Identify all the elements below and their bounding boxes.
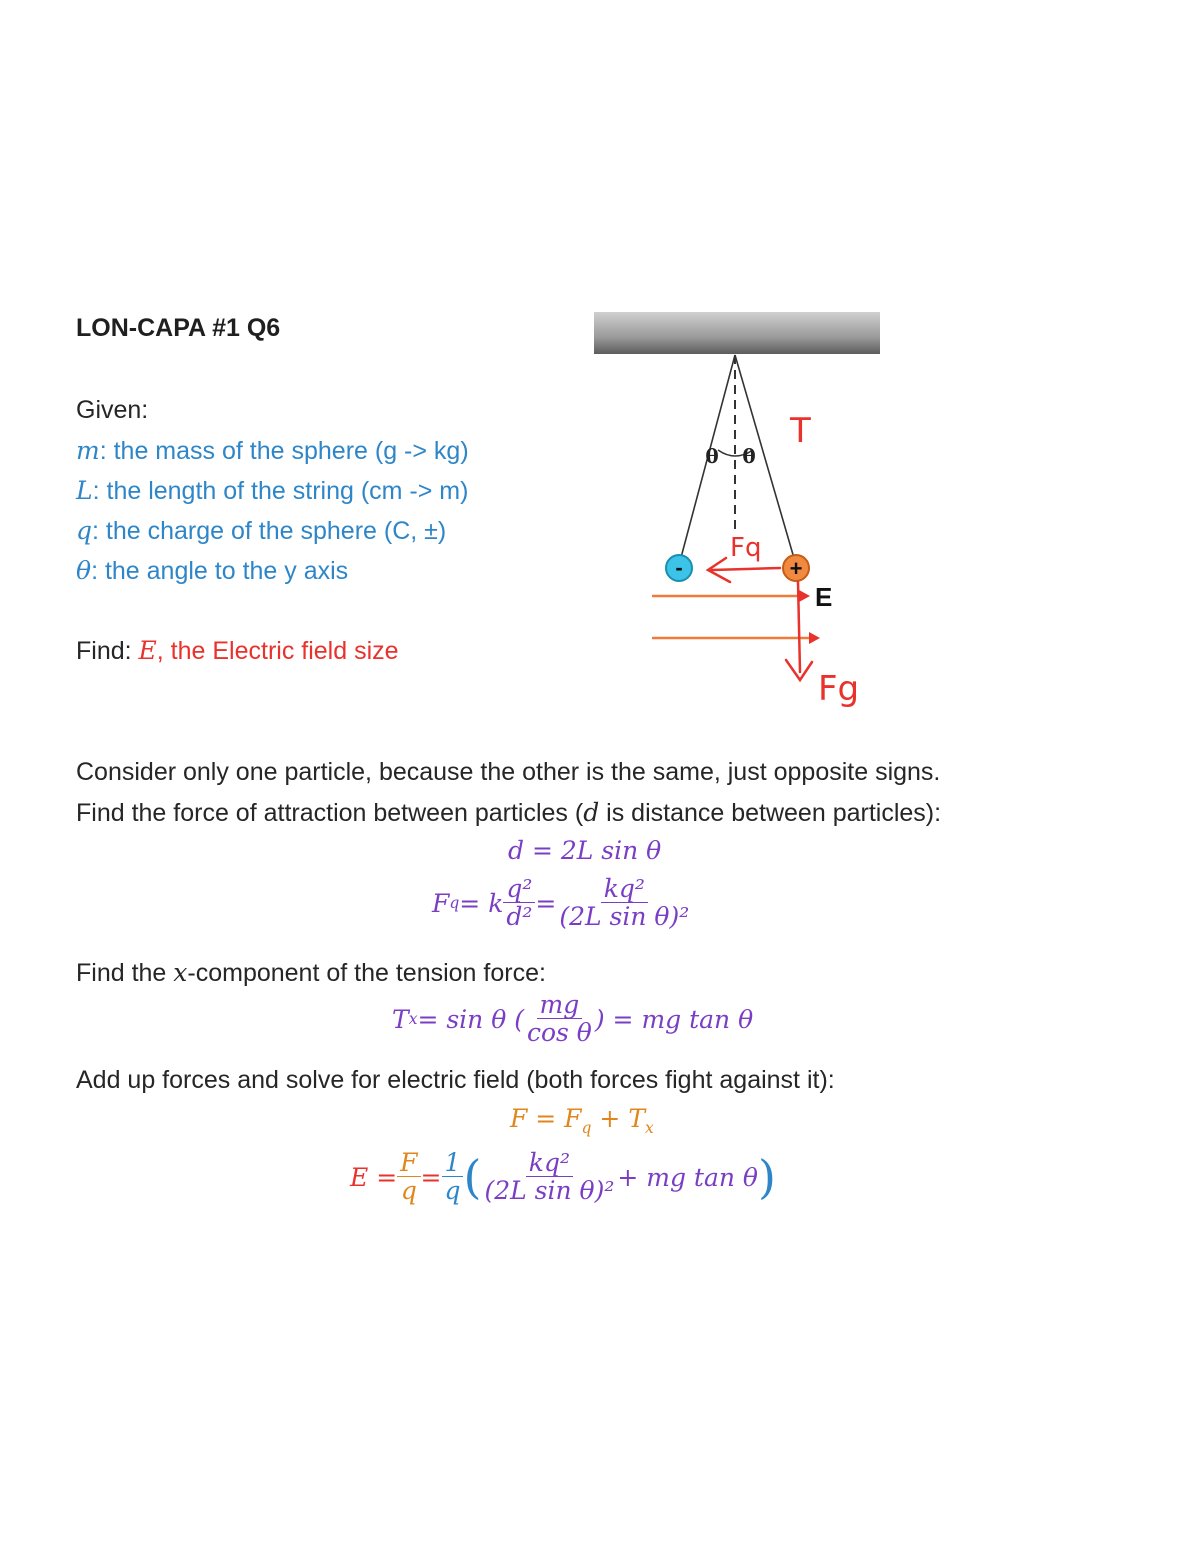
given-item-length: L: the length of the string (cm -> m)	[76, 476, 469, 505]
equation-tension-x: T x = sin θ ( $\frac{mg}{\text{cos θ}}$ ) = mg tan θ	[392, 990, 754, 1048]
explanation-line-4: Add up forces and solve for electric field (both forces fight against it):	[76, 1066, 835, 1094]
equation-distance: d = 2L sin θ	[508, 836, 662, 865]
given-item-angle: θ: the angle to the y axis	[76, 556, 349, 585]
fg-label: Fg	[818, 669, 860, 709]
pendulum-diagram	[590, 300, 930, 740]
equation-net-force: $F = F_q + T_x$	[510, 1104, 654, 1137]
negative-sign: -	[675, 555, 683, 580]
given-item-mass: m: the mass of the sphere (g -> kg)	[76, 436, 469, 465]
tension-label: T	[790, 411, 811, 451]
explanation-line-1: Consider only one particle, because the other is the same, just opposite signs.	[76, 758, 941, 786]
theta-right-label: θ	[742, 444, 756, 468]
positive-sign: +	[789, 556, 803, 581]
ceiling	[594, 312, 880, 354]
given-item-charge: q: the charge of the sphere (C, ±)	[76, 516, 447, 545]
equation-coulomb-force: F q = k $\frac{\text{q²}}{\text{d²}}$ = $\frac{\text{kq²}}{\text{(2L sin θ)²}}$	[432, 874, 690, 932]
given-label: Given:	[76, 396, 149, 424]
field-arrow-bottom	[809, 632, 820, 644]
field-label: E	[815, 582, 833, 612]
page-title: LON-CAPA #1 Q6	[76, 314, 281, 342]
explanation-line-3: Find the x-component of the tension force:	[76, 958, 546, 987]
equation-electric-field: E = $\frac{F}{q}$ = $\frac{1}{q}$ ( $\frac{\text{kq²}}{\text{(2L sin θ)²}}$ + mg tan θ )	[350, 1148, 776, 1206]
fq-label: Fq	[730, 533, 762, 563]
find-line: Find: E, the Electric field size	[76, 636, 399, 665]
theta-left-label: θ	[705, 444, 719, 468]
explanation-line-2: Find the force of attraction between particles (d is distance between particles):	[76, 798, 942, 827]
